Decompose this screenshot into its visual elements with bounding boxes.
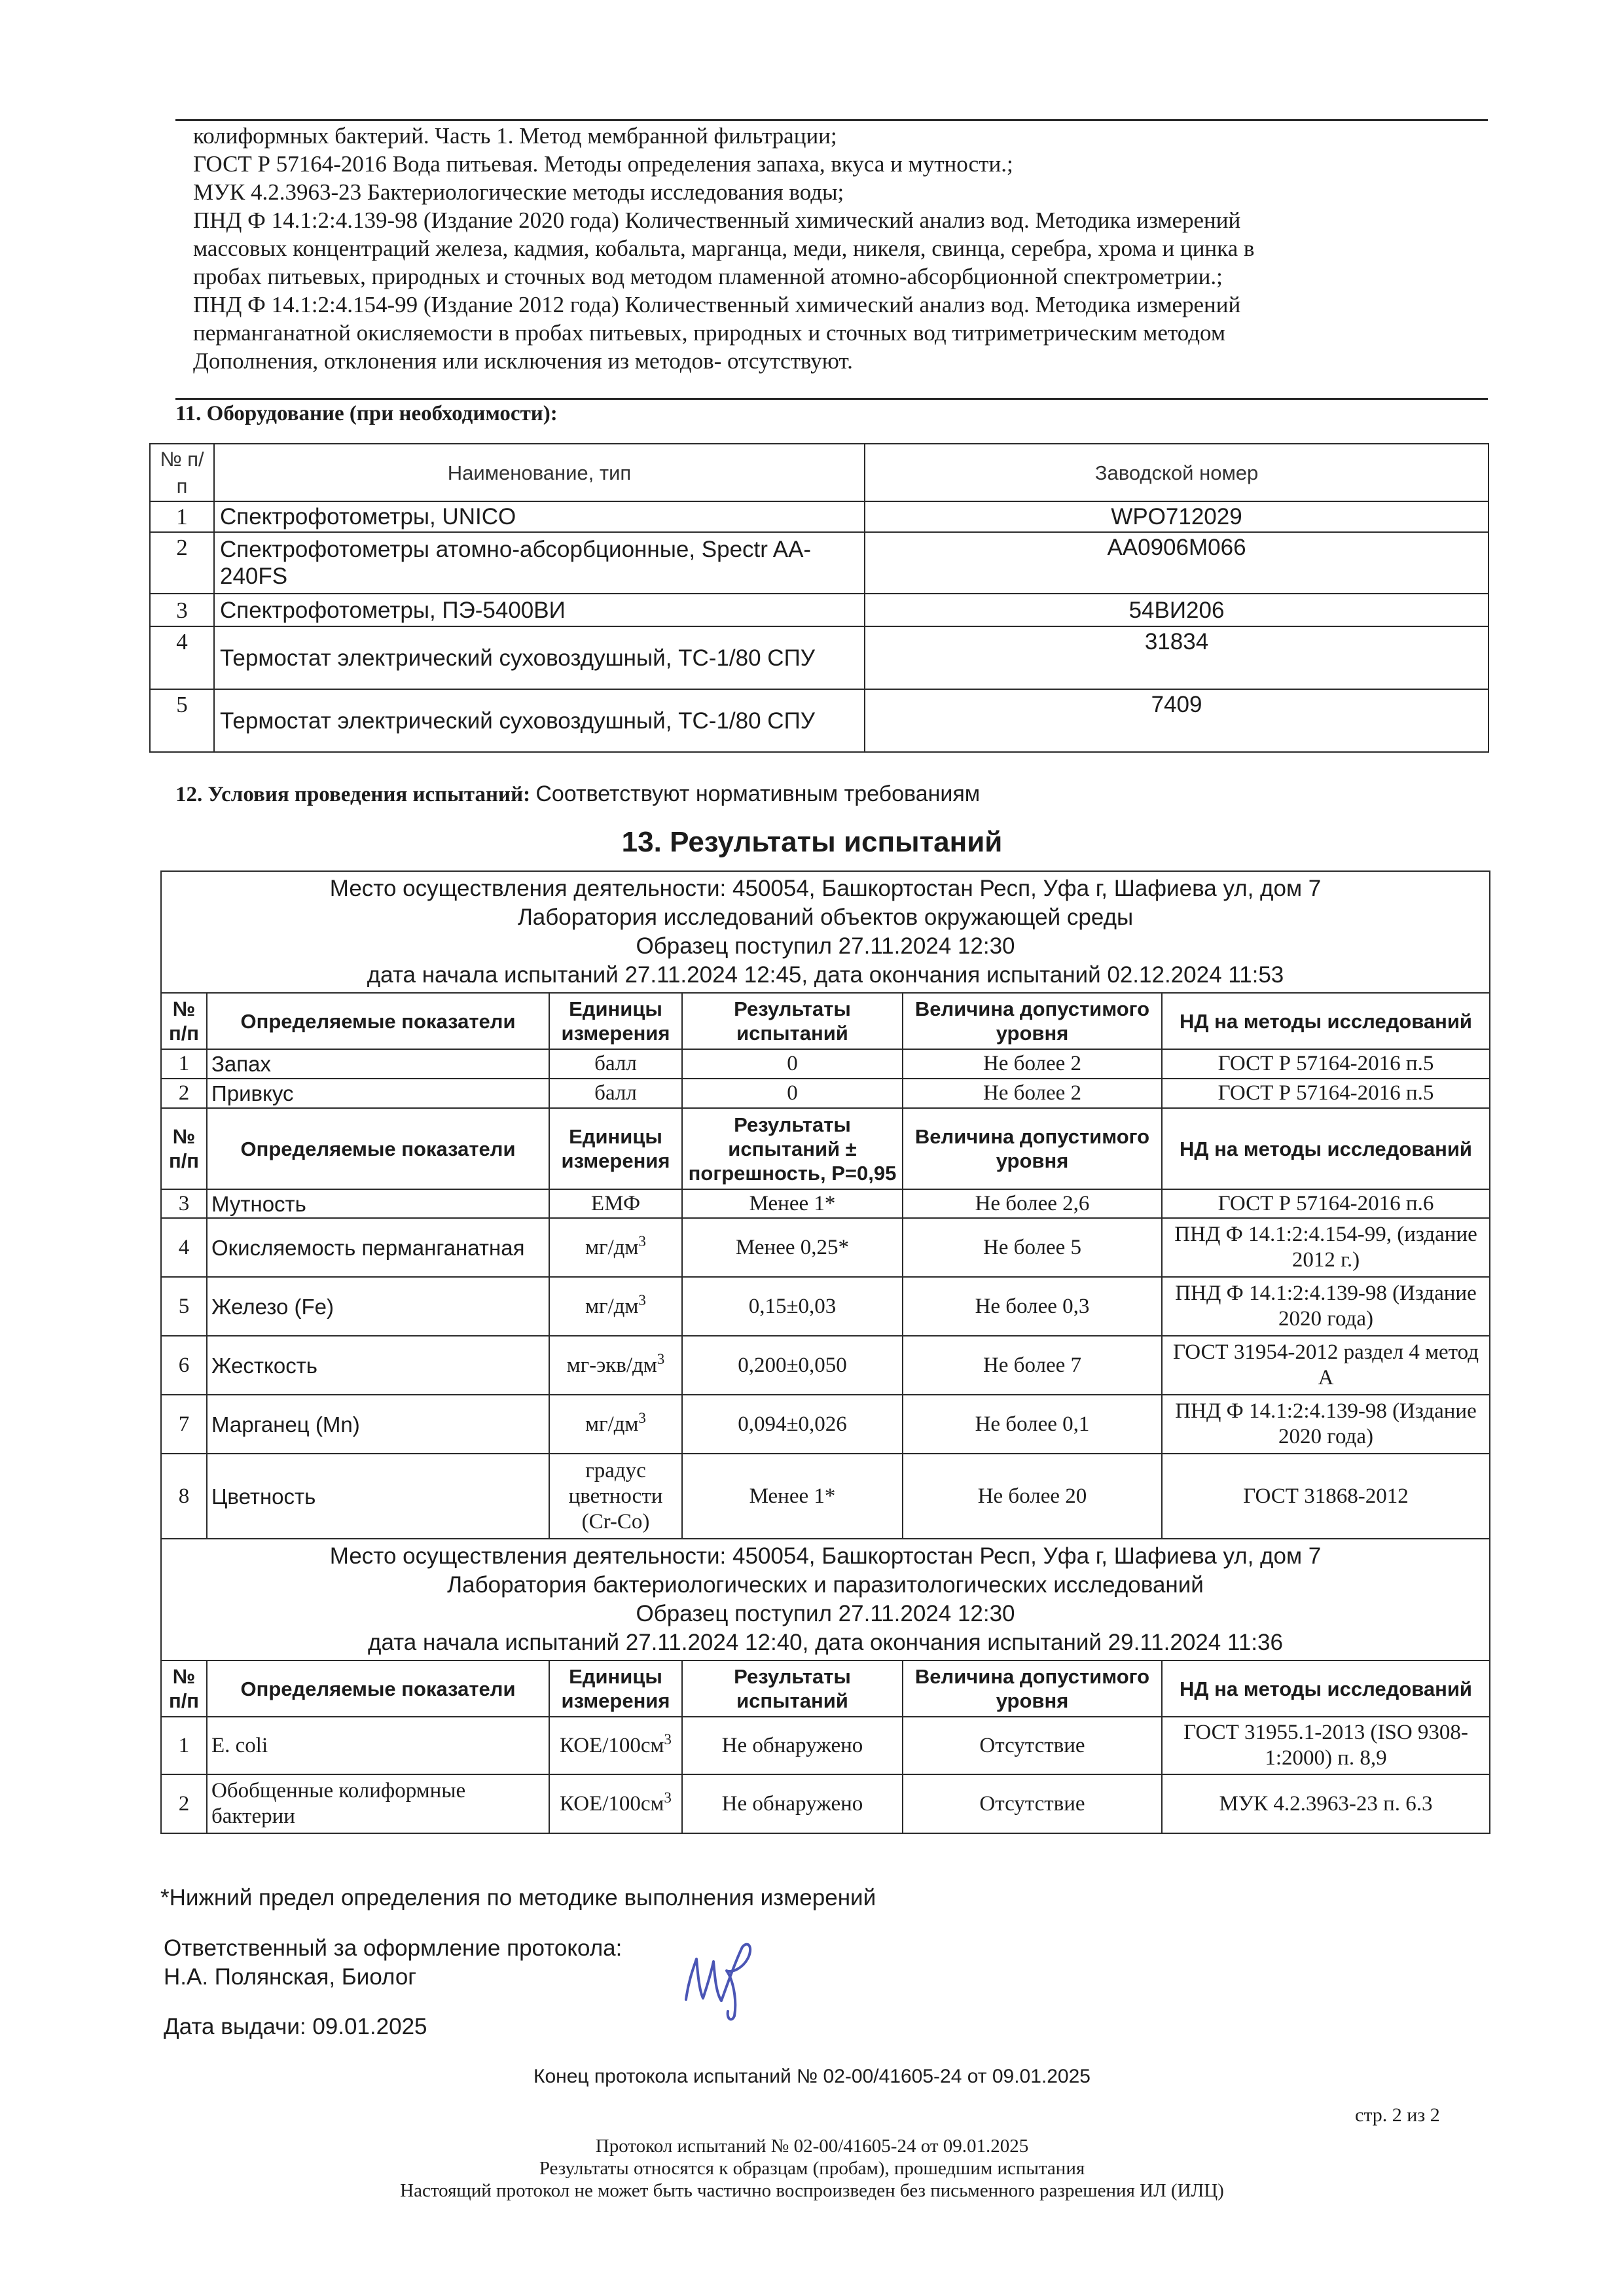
row-param: Жесткость	[207, 1336, 549, 1395]
row-num: 2	[161, 1774, 207, 1833]
header-limit: Величина допустимого уровня	[903, 1660, 1162, 1717]
row-limit: Не более 0,1	[903, 1395, 1162, 1454]
footer-line: Результаты относятся к образцам (пробам), прошедшим испытания	[539, 2158, 1085, 2179]
row-param: Окисляемость перманганатная	[207, 1218, 549, 1277]
equipment-row	[150, 532, 1489, 594]
row-num: 5	[161, 1277, 207, 1336]
row-limit: Не более 2	[903, 1079, 1162, 1108]
row-nd: ПНД Ф 14.1:2:4.139-98 (Издание 2020 года)	[1162, 1395, 1490, 1454]
block2-dates: дата начала испытаний 27.11.2024 12:40, дата окончания испытаний 29.11.2024 11:36	[368, 1630, 1283, 1655]
row-nd: ГОСТ 31955.1-2013 (ISO 9308-1:2000) п. 8,9	[1162, 1717, 1490, 1774]
responsible-label: Ответственный за оформление протокола:	[164, 1935, 623, 1961]
unit-exponent: 3	[664, 1730, 672, 1748]
row-units-cell	[549, 1277, 682, 1336]
block2-lab: Лаборатория бактериологических и паразитологических исследований	[447, 1572, 1204, 1598]
row-units-cell	[549, 1336, 682, 1395]
results-row	[161, 1049, 1490, 1079]
methods-list	[193, 122, 1489, 375]
header-param: Определяемые показатели	[207, 1108, 549, 1189]
row-num: 8	[161, 1454, 207, 1539]
row-result: Менее 1*	[682, 1454, 903, 1539]
row-result: Менее 0,25*	[682, 1218, 903, 1277]
row-param: Мутность	[207, 1189, 549, 1218]
top-rule	[175, 119, 1488, 121]
row-units: мг/дм	[585, 1412, 639, 1436]
row-num: 3	[161, 1189, 207, 1218]
row-param: E. coli	[207, 1717, 549, 1774]
equipment-num: 3	[150, 594, 214, 626]
methods-line: Дополнения, отклонения или исключения из методов- отсутствуют.	[193, 348, 853, 374]
row-result: Не обнаружено	[682, 1717, 903, 1774]
equipment-table	[149, 443, 1489, 753]
footer-line: Протокол испытаний № 02-00/41605-24 от 09.01.2025	[595, 2136, 1029, 2157]
results-header-row-a	[161, 993, 1490, 1049]
end-note: Конец протокола испытаний № 02-00/41605-24 от 09.01.2025	[533, 2066, 1091, 2087]
footer-block	[0, 2135, 1624, 2202]
header-nd: НД на методы исследований	[1162, 1108, 1490, 1189]
results-row	[161, 1336, 1490, 1395]
row-nd: ГОСТ Р 57164-2016 п.6	[1162, 1189, 1490, 1218]
results-block2-info	[161, 1539, 1490, 1660]
header-param: Определяемые показатели	[207, 993, 549, 1049]
conditions-line	[175, 781, 980, 807]
conditions-value: Соответствуют нормативным требованиям	[535, 781, 981, 806]
methods-line: ПНД Ф 14.1:2:4.139-98 (Издание 2020 года) Количественный химический анализ вод. Методика измерений	[193, 207, 1241, 233]
row-limit: Не более 0,3	[903, 1277, 1162, 1336]
equipment-row	[150, 594, 1489, 626]
row-units: балл	[549, 1049, 682, 1079]
row-nd: ПНД Ф 14.1:2:4.139-98 (Издание 2020 года)	[1162, 1277, 1490, 1336]
header-num: № п/п	[161, 1660, 207, 1717]
row-units-cell	[549, 1218, 682, 1277]
row-limit: Не более 2	[903, 1049, 1162, 1079]
row-result: 0	[682, 1079, 903, 1108]
equipment-serial: 54ВИ206	[865, 594, 1489, 626]
methods-line: перманганатной окисляемости в пробах питьевых, природных и сточных вод титриметрическим методом	[193, 320, 1225, 346]
row-nd: ГОСТ 31954-2012 раздел 4 метод А	[1162, 1336, 1490, 1395]
row-param: Запах	[207, 1049, 549, 1079]
equipment-serial: 31834	[865, 626, 1489, 689]
row-result: Не обнаружено	[682, 1774, 903, 1833]
equipment-row	[150, 501, 1489, 532]
row-units: КОЕ/100см	[560, 1733, 664, 1757]
equipment-serial: AA0906M066	[865, 532, 1489, 594]
row-num: 1	[161, 1049, 207, 1079]
row-nd: ГОСТ 31868-2012	[1162, 1454, 1490, 1539]
row-units: КОЕ/100см	[560, 1791, 664, 1816]
row-units: мг/дм	[585, 1235, 639, 1259]
row-units: мг/дм	[585, 1294, 639, 1318]
equipment-name: Спектрофотометры, ПЭ-5400ВИ	[214, 594, 865, 626]
results-row	[161, 1218, 1490, 1277]
row-result: 0,094±0,026	[682, 1395, 903, 1454]
results-block1-info	[161, 871, 1490, 993]
block1-dates: дата начала испытаний 27.11.2024 12:45, дата окончания испытаний 02.12.2024 11:53	[367, 962, 1284, 988]
header-nd: НД на методы исследований	[1162, 993, 1490, 1049]
unit-exponent: 3	[664, 1788, 672, 1806]
methods-line: пробах питьевых, природных и сточных вод методом пламенной атомно-абсорбционной спектрометрии.;	[193, 264, 1223, 289]
header-limit: Величина допустимого уровня	[903, 1108, 1162, 1189]
header-nd: НД на методы исследований	[1162, 1660, 1490, 1717]
row-limit: Не более 7	[903, 1336, 1162, 1395]
row-limit: Не более 5	[903, 1218, 1162, 1277]
header-result: Результаты испытаний	[682, 993, 903, 1049]
methods-line: колиформных бактерий. Часть 1. Метод мембранной фильтрации;	[193, 123, 837, 149]
row-num: 1	[161, 1717, 207, 1774]
equipment-num: 2	[150, 532, 214, 594]
methods-line: ГОСТ Р 57164-2016 Вода питьевая. Методы определения запаха, вкуса и мутности.;	[193, 151, 1013, 177]
header-num: № п/п	[161, 1108, 207, 1189]
equipment-name: Термостат электрический суховоздушный, ТС-1/80 СПУ	[214, 689, 865, 752]
results-row	[161, 1454, 1490, 1539]
block2-received: Образец поступил 27.11.2024 12:30	[636, 1601, 1015, 1626]
row-units: градус цветности (Cr-Co)	[549, 1454, 682, 1539]
issue-date: Дата выдачи: 09.01.2025	[164, 2014, 427, 2039]
header-limit: Величина допустимого уровня	[903, 993, 1162, 1049]
equipment-serial: WPO712029	[865, 501, 1489, 532]
row-result: 0,15±0,03	[682, 1277, 903, 1336]
equipment-serial: 7409	[865, 689, 1489, 752]
results-header-row-b	[161, 1108, 1490, 1189]
header-units: Единицы измерения	[549, 993, 682, 1049]
results-row	[161, 1774, 1490, 1833]
unit-exponent: 3	[657, 1350, 665, 1367]
row-num: 4	[161, 1218, 207, 1277]
results-row	[161, 1079, 1490, 1108]
row-units-cell	[549, 1717, 682, 1774]
methods-line: массовых концентраций железа, кадмия, кобальта, марганца, меди, никеля, свинца, серебра, хрома и цинка в	[193, 236, 1255, 261]
equipment-header-row	[150, 444, 1489, 501]
header-units: Единицы измерения	[549, 1660, 682, 1717]
row-units: балл	[549, 1079, 682, 1108]
results-row	[161, 1189, 1490, 1218]
row-param: Обобщенные колиформные бактерии	[207, 1774, 549, 1833]
equipment-title: 11. Оборудование (при необходимости):	[175, 402, 558, 425]
row-result: 0	[682, 1049, 903, 1079]
page-number: стр. 2 из 2	[1355, 2104, 1440, 2126]
equipment-row	[150, 626, 1489, 689]
header-units: Единицы измерения	[549, 1108, 682, 1189]
results-row	[161, 1277, 1490, 1336]
row-param: Цветность	[207, 1454, 549, 1539]
equipment-num: 1	[150, 501, 214, 532]
row-units: ЕМФ	[549, 1189, 682, 1218]
row-limit: Не более 20	[903, 1454, 1162, 1539]
row-param: Железо (Fe)	[207, 1277, 549, 1336]
row-param: Привкус	[207, 1079, 549, 1108]
row-units-cell	[549, 1395, 682, 1454]
results-row	[161, 1395, 1490, 1454]
row-nd: ГОСТ Р 57164-2016 п.5	[1162, 1079, 1490, 1108]
row-num: 7	[161, 1395, 207, 1454]
equipment-num: 5	[150, 689, 214, 752]
row-nd: ПНД Ф 14.1:2:4.154-99, (издание 2012 г.)	[1162, 1218, 1490, 1277]
row-limit: Отсутствие	[903, 1774, 1162, 1833]
unit-exponent: 3	[638, 1232, 646, 1249]
methods-line: МУК 4.2.3963-23 Бактериологические методы исследования воды;	[193, 179, 844, 205]
block1-lab: Лаборатория исследований объектов окружающей среды	[517, 905, 1134, 930]
row-param: Марганец (Mn)	[207, 1395, 549, 1454]
results-table	[160, 870, 1490, 1834]
footer-line: Настоящий протокол не может быть частично воспроизведен без письменного разрешения ИЛ (ИЛЦ)	[400, 2180, 1224, 2201]
row-limit: Не более 2,6	[903, 1189, 1162, 1218]
row-nd: МУК 4.2.3963-23 п. 6.3	[1162, 1774, 1490, 1833]
block2-place: Место осуществления деятельности: 450054, Башкортостан Респ, Уфа г, Шафиева ул, дом 7	[329, 1543, 1322, 1569]
row-limit: Отсутствие	[903, 1717, 1162, 1774]
results-header-row-c	[161, 1660, 1490, 1717]
header-result-err: Результаты испытаний ± погрешность, Р=0,95	[682, 1108, 903, 1189]
signature-image	[674, 1928, 766, 2026]
row-units-cell	[549, 1774, 682, 1833]
row-result: 0,200±0,050	[682, 1336, 903, 1395]
unit-exponent: 3	[638, 1291, 646, 1308]
conditions-label: 12. Условия проведения испытаний:	[175, 783, 531, 806]
equipment-header-num: № п/п	[150, 444, 214, 501]
row-num: 6	[161, 1336, 207, 1395]
equipment-header-name: Наименование, тип	[214, 444, 865, 501]
header-param: Определяемые показатели	[207, 1660, 549, 1717]
block1-place: Место осуществления деятельности: 450054, Башкортостан Респ, Уфа г, Шафиева ул, дом 7	[329, 876, 1322, 901]
header-num: № п/п	[161, 993, 207, 1049]
equipment-name: Термостат электрический суховоздушный, ТС-1/80 СПУ	[214, 626, 865, 689]
block1-received: Образец поступил 27.11.2024 12:30	[636, 933, 1015, 959]
footnote: *Нижний предел определения по методике выполнения измерений	[160, 1885, 876, 1910]
methods-bottom-rule	[175, 398, 1488, 400]
row-units: мг-экв/дм	[566, 1353, 657, 1377]
unit-exponent: 3	[638, 1408, 646, 1426]
equipment-header-serial: Заводской номер	[865, 444, 1489, 501]
responsible-name: Н.А. Полянская, Биолог	[164, 1964, 417, 1990]
methods-line: ПНД Ф 14.1:2:4.154-99 (Издание 2012 года) Количественный химический анализ вод. Методика измерений	[193, 292, 1241, 317]
results-row	[161, 1717, 1490, 1774]
header-result: Результаты испытаний	[682, 1660, 903, 1717]
equipment-num: 4	[150, 626, 214, 689]
row-num: 2	[161, 1079, 207, 1108]
results-block1-header	[161, 871, 1490, 993]
equipment-row	[150, 689, 1489, 752]
row-result: Менее 1*	[682, 1189, 903, 1218]
results-block2-header	[161, 1539, 1490, 1660]
row-nd: ГОСТ Р 57164-2016 п.5	[1162, 1049, 1490, 1079]
equipment-name: Спектрофотометры атомно-абсорбционные, Spectr AA-240FS	[214, 532, 865, 594]
results-title: 13. Результаты испытаний	[621, 826, 1003, 858]
equipment-name: Спектрофотометры, UNICO	[214, 501, 865, 532]
